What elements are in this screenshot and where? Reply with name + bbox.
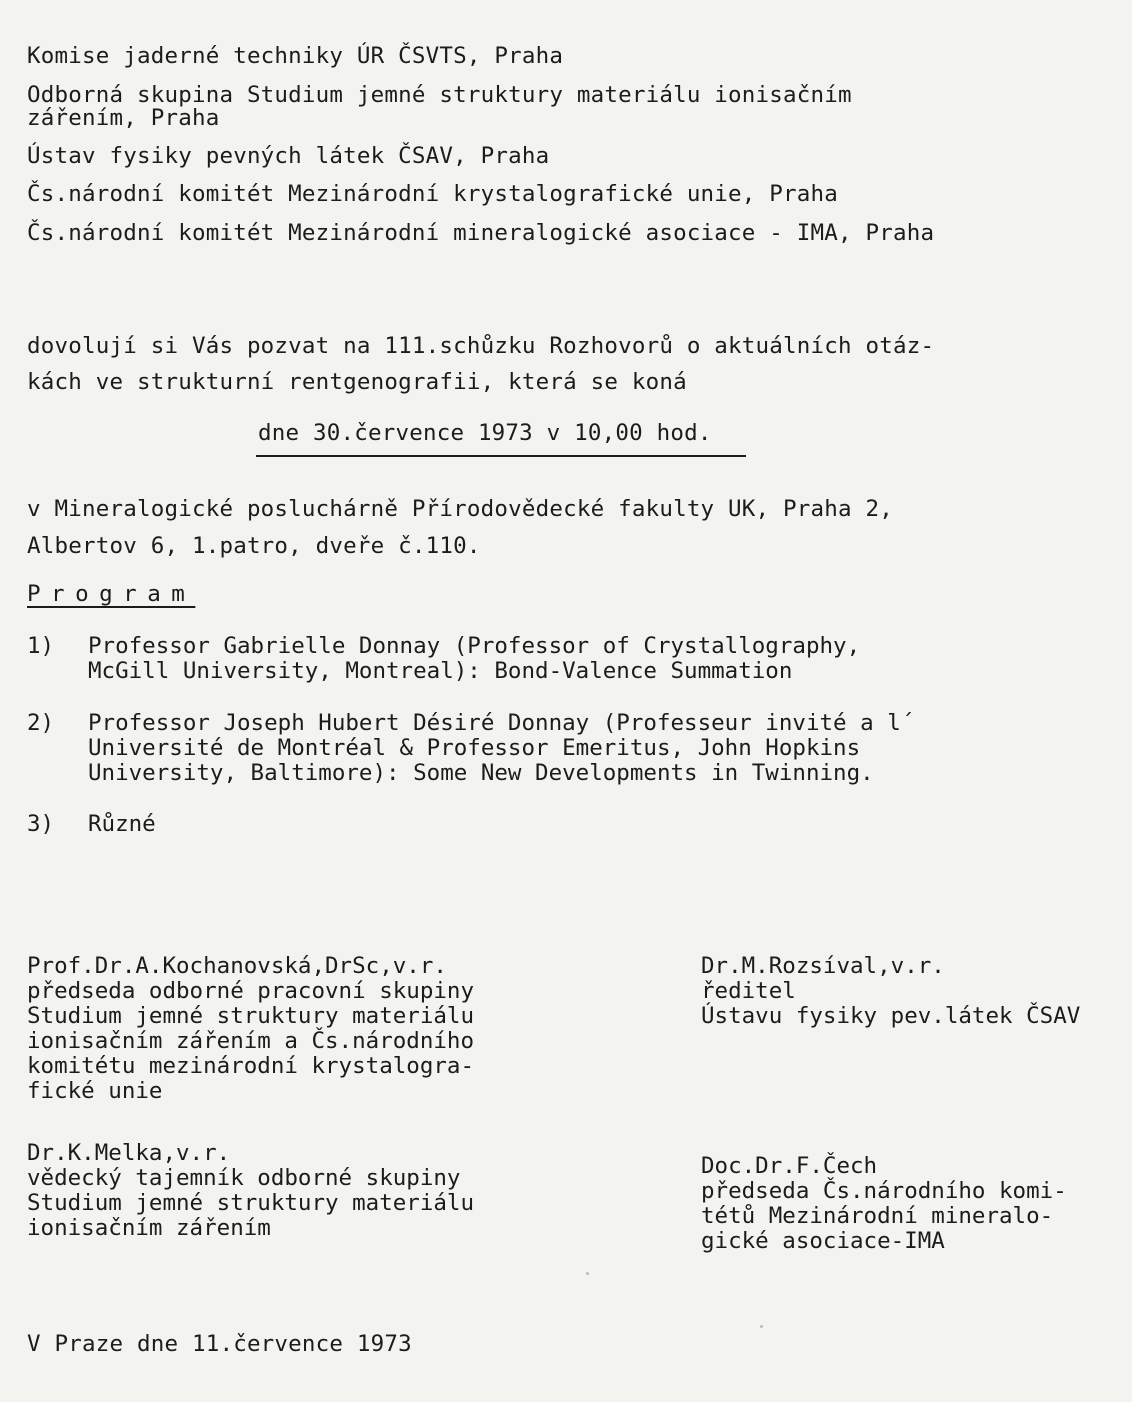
venue-line-2: Albertov 6, 1.patro, dveře č.110. bbox=[27, 533, 481, 559]
program-item-3-number: 3) bbox=[27, 811, 55, 837]
signature-rozsival: Dr.M.Rozsíval,v.r. ředitel Ústavu fysiky pev.látek ČSAV bbox=[701, 953, 1081, 1029]
header-line-mineralogical-committee: Čs.národní komitét Mezinárodní mineralogické asociace - IMA, Praha bbox=[27, 220, 935, 246]
program-item-3-text: Různé bbox=[88, 811, 156, 837]
scan-speck bbox=[586, 1272, 589, 1275]
invitation-line-2: kách ve strukturní rentgenografii, která se koná bbox=[27, 369, 687, 395]
program-item-1-text: Professor Gabrielle Donnay (Professor of Crystallography, McGill University, Montreal): Bond-Valence Summation bbox=[88, 633, 861, 684]
header-line-institute: Ústav fysiky pevných látek ČSAV, Praha bbox=[27, 143, 550, 169]
header-line-crystallographic-committee: Čs.národní komitét Mezinárodní krystalografické unie, Praha bbox=[27, 181, 839, 207]
program-item-2-text: Professor Joseph Hubert Désiré Donnay (Professeur invité a l´ Université de Montréal & Professor Emeritus, John Hopkins University, Baltimore): Some New Developments in Twinning. bbox=[88, 710, 915, 786]
venue-line-1: v Mineralogické posluchárně Přírodovědecké fakulty UK, Praha 2, bbox=[27, 496, 894, 522]
meeting-date: dne 30.července 1973 v 10,00 hod. bbox=[258, 420, 712, 446]
header-line-commission: Komise jaderné techniky ÚR ČSVTS, Praha bbox=[27, 43, 564, 69]
date-underline bbox=[256, 455, 746, 457]
invitation-line-1: dovolují si Vás pozvat na 111.schůzku Rozhovorů o aktuálních otáz- bbox=[27, 333, 935, 359]
header-line-expert-group-cont: zářením, Praha bbox=[27, 105, 220, 131]
program-item-2-number: 2) bbox=[27, 710, 55, 736]
header-line-expert-group: Odborná skupina Studium jemné struktury materiálu ionisačním bbox=[27, 82, 852, 108]
signature-kochanovska: Prof.Dr.A.Kochanovská,DrSc,v.r. předseda odborné pracovní skupiny Studium jemné struktury materiálu ionisačním zářením a Čs.národního komitétu mezinárodní krystalogra- fické unie bbox=[27, 953, 475, 1104]
signature-melka: Dr.K.Melka,v.r. vědecký tajemník odborné skupiny Studium jemné struktury materiálu ionisačním zářením bbox=[27, 1140, 475, 1241]
program-item-1-number: 1) bbox=[27, 633, 55, 659]
scan-speck bbox=[760, 1325, 763, 1328]
place-and-date: V Praze dne 11.července 1973 bbox=[27, 1331, 412, 1357]
signature-cech: Doc.Dr.F.Čech předseda Čs.národního komi- tétů Mezinárodní mineralo- gické asociace-IMA bbox=[701, 1153, 1067, 1254]
program-heading: Program bbox=[27, 581, 196, 607]
